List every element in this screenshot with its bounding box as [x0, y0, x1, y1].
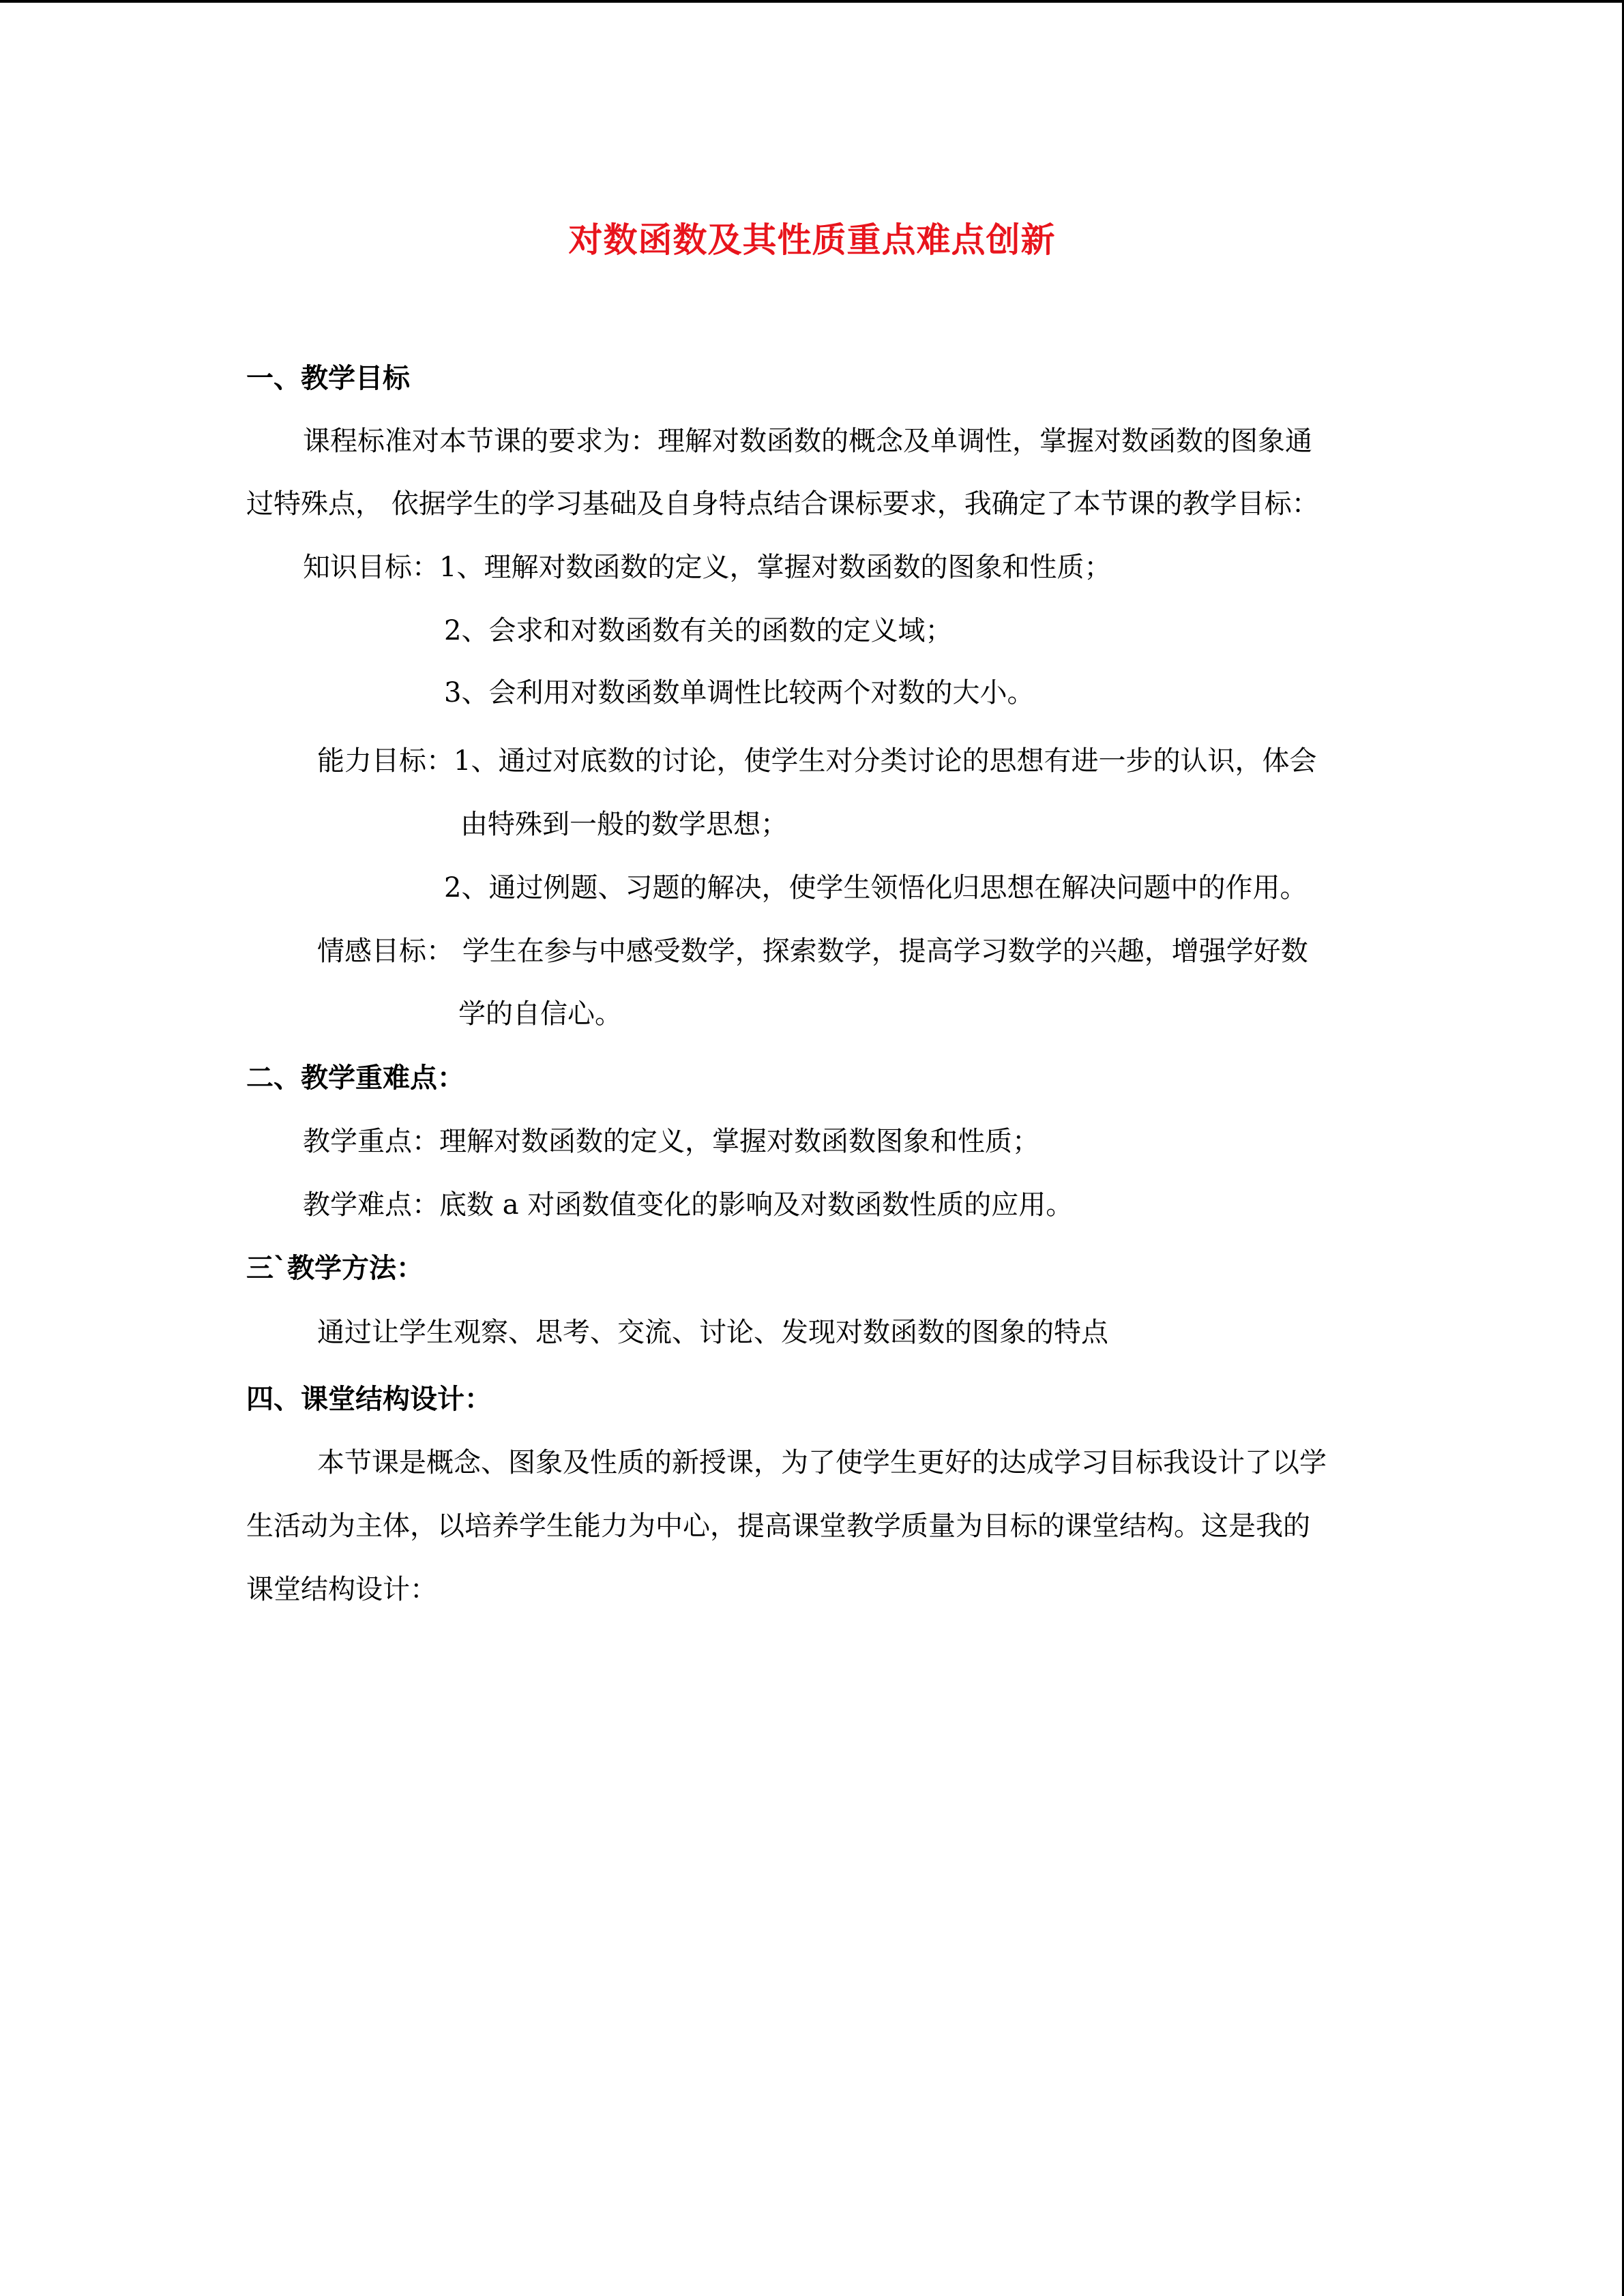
emotion-goal-line-1: 情感目标： 学生在参与中感受数学，探索数学，提高学习数学的兴趣，增强学好数 — [317, 936, 1308, 967]
teaching-methods-content: 通过让学生观察、思考、交流、讨论、发现对数函数的图象的特点 — [317, 1317, 1108, 1348]
knowledge-goal-1: 知识目标：1、理解对数函数的定义，掌握对数函数的图象和性质； — [303, 552, 1112, 583]
emotion-goal-line-2: 学的自信心。 — [458, 998, 622, 1030]
ability-goal-1-line-2: 由特殊到一般的数学思想； — [460, 809, 788, 840]
objectives-intro-line-1: 课程标准对本节课的要求为：理解对数函数的概念及单调性，掌握对数函数的图象通 — [303, 426, 1312, 457]
knowledge-goal-2: 2、会求和对数函数有关的函数的定义域； — [444, 615, 953, 646]
teaching-difficult-point: 教学难点：底数 a 对函数值变化的影响及对数函数性质的应用。 — [303, 1189, 1074, 1221]
class-structure-line-1: 本节课是概念、图象及性质的新授课，为了使学生更好的达成学习目标我设计了以学 — [317, 1447, 1327, 1478]
ability-goal-2: 2、通过例题、习题的解决，使学生领悟化归思想在解决问题中的作用。 — [444, 872, 1308, 904]
class-structure-line-3: 课堂结构设计： — [246, 1574, 437, 1605]
knowledge-goal-3: 3、会利用对数函数单调性比较两个对数的大小。 — [444, 677, 1035, 709]
ability-goal-1-line-1: 能力目标：1、通过对底数的讨论，使学生对分类讨论的思想有进一步的认识，体会 — [317, 745, 1317, 777]
class-structure-line-2: 生活动为主体，以培养学生能力为中心，提高课堂教学质量为目标的课堂结构。这是我的 — [246, 1510, 1310, 1542]
section-heading-class-structure: 四、课堂结构设计： — [246, 1384, 492, 1415]
section-heading-key-difficult-points: 二、教学重难点： — [246, 1062, 464, 1094]
document-title: 对数函数及其性质重点难点创新 — [568, 220, 1056, 260]
objectives-intro-line-2: 过特殊点， 依据学生的学习基础及自身特点结合课标要求，我确定了本节课的教学目标： — [246, 488, 1319, 520]
section-heading-teaching-methods: 三`教学方法： — [246, 1253, 424, 1284]
teaching-key-point: 教学重点：理解对数函数的定义，掌握对数函数图象和性质； — [303, 1126, 1039, 1157]
section-heading-teaching-objectives: 一、教学目标 — [246, 363, 410, 394]
